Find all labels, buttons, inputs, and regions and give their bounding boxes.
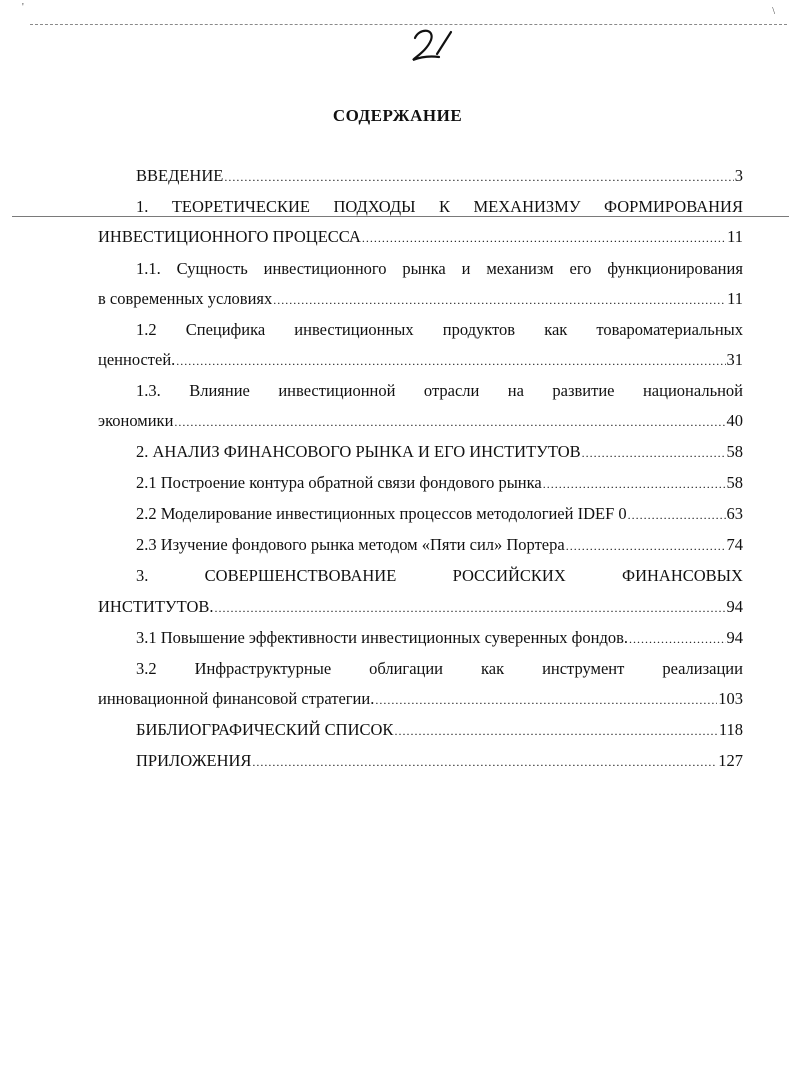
toc-entry-title: 3.1 Повышение эффективности инвестиционных суверенных фондов. — [136, 628, 629, 647]
toc-entry-s1_1-line2 — [98, 288, 743, 310]
toc-entry-word: продуктов — [442, 320, 516, 339]
toc-entry-title: ВВЕДЕНИЕ — [136, 166, 224, 185]
toc-dot-leader — [215, 597, 726, 619]
toc-entry-s3_2-line1 — [136, 658, 743, 680]
scan-corner-mark: ' — [22, 2, 24, 13]
toc-entry-word: 1.2 — [136, 320, 157, 339]
toc-entry-s2_3 — [136, 534, 743, 556]
handwritten-page-number — [405, 26, 455, 64]
toc-entry-s2_2 — [136, 503, 743, 525]
toc-entry-word: Сущность — [176, 259, 248, 278]
toc-entry-word: ТЕОРЕТИЧЕСКИЕ — [171, 197, 310, 216]
toc-entry-word: 1.1. — [136, 259, 161, 278]
toc-entry-word: облигации — [369, 659, 444, 678]
toc-entry-word: инструмент — [542, 659, 625, 678]
toc-entry-title: 2.2 Моделирование инвестиционных процессов методологией IDEF 0 — [136, 504, 627, 523]
toc-page-number: 74 — [726, 535, 743, 554]
toc-page-number: 11 — [727, 289, 743, 308]
toc-page-number: 11 — [727, 227, 743, 246]
toc-entry-title: БИБЛИОГРАФИЧЕСКИЙ СПИСОК — [136, 720, 394, 739]
toc-entry-title: экономики — [98, 411, 174, 430]
toc-entry-word: реализации — [662, 659, 743, 678]
toc-dot-leader — [629, 628, 725, 650]
toc-entry-word: ПОДХОДЫ — [333, 197, 416, 216]
toc-dot-leader — [394, 720, 717, 742]
toc-entry-word: Влияние — [189, 381, 250, 400]
toc-entry-word: товароматериальных — [596, 320, 743, 339]
toc-entry-word: РОССИЙСКИХ — [452, 566, 566, 585]
toc-entry-title: 2.1 Построение контура обратной связи фондового рынка — [136, 473, 542, 492]
toc-entry-ch1-line2 — [98, 226, 743, 248]
toc-page-number: 58 — [726, 442, 743, 461]
toc-entry-word: 1.3. — [136, 381, 161, 400]
toc-page-number: 3 — [734, 166, 743, 185]
toc-entry-title: 2. АНАЛИЗ ФИНАНСОВОГО РЫНКА И ЕГО ИНСТИТУТОВ — [136, 442, 581, 461]
toc-entry-ch3-line2 — [98, 596, 743, 618]
toc-entry-word: как — [480, 659, 505, 678]
toc-entry-appendix — [136, 750, 743, 772]
toc-dot-leader — [628, 504, 726, 526]
toc-entry-s2_1 — [136, 472, 743, 494]
toc-entry-s1_2-line1 — [136, 319, 743, 341]
toc-entry-word: СОВЕРШЕНСТВОВАНИЕ — [204, 566, 397, 585]
toc-entry-s1_3-line1 — [136, 380, 743, 402]
toc-page-number: 127 — [718, 751, 743, 770]
toc-entry-word: 3. — [136, 566, 149, 585]
toc-entry-word: Специфика — [185, 320, 266, 339]
toc-dot-leader — [252, 751, 717, 773]
toc-entry-word: и — [461, 259, 471, 278]
toc-entry-biblio — [136, 719, 743, 741]
scan-corner-mark: \ — [772, 6, 775, 17]
toc-dot-leader — [176, 350, 725, 372]
toc-entry-word: инвестиционной — [278, 381, 396, 400]
toc-page-number: 58 — [726, 473, 743, 492]
toc-page-number: 103 — [718, 689, 743, 708]
toc-page-number: 40 — [726, 411, 743, 430]
toc-page-number: 31 — [726, 350, 743, 369]
toc-entry-word: МЕХАНИЗМУ — [473, 197, 581, 216]
toc-entry-title: 2.3 Изучение фондового рынка методом «Пяти сил» Портера — [136, 535, 565, 554]
toc-entry-ch2 — [136, 441, 743, 463]
scan-artifact-line-top — [30, 24, 787, 25]
toc-entry-ch1-line1 — [136, 196, 743, 218]
toc-entry-title: ИНСТИТУТОВ. — [98, 597, 214, 616]
toc-entry-s1_1-line1 — [136, 258, 743, 280]
toc-entry-word: инвестиционного — [263, 259, 387, 278]
toc-entry-word: функционирования — [607, 259, 743, 278]
toc-entry-title: ценностей. — [98, 350, 176, 369]
toc-entry-title: в современных условиях — [98, 289, 273, 308]
toc-dot-leader — [362, 227, 726, 249]
toc-entry-s1_3-line2 — [98, 410, 743, 432]
toc-entry-intro — [136, 165, 743, 187]
toc-entry-word: инвестиционных — [294, 320, 414, 339]
toc-entry-word: на — [507, 381, 524, 400]
toc-entry-ch3-line1 — [136, 565, 743, 587]
toc-entry-word: отрасли — [423, 381, 480, 400]
toc-entry-word: как — [544, 320, 568, 339]
toc-entry-title: ИНВЕСТИЦИОННОГО ПРОЦЕССА — [98, 227, 361, 246]
toc-entry-title: инновационной финансовой стратегии. — [98, 689, 375, 708]
toc-entry-word: развитие — [552, 381, 615, 400]
toc-dot-leader — [174, 411, 725, 433]
toc-entry-word: рынка — [402, 259, 446, 278]
toc-entry-s3_1 — [136, 627, 743, 649]
toc-entry-s3_2-line2 — [98, 688, 743, 710]
toc-dot-leader — [375, 689, 717, 711]
toc-entry-word: К — [439, 197, 451, 216]
toc-entry-word: ФОРМИРОВАНИЯ — [604, 197, 743, 216]
toc-entry-word: механизм — [486, 259, 554, 278]
toc-page-number: 63 — [726, 504, 743, 523]
toc-entry-s1_2-line2 — [98, 349, 743, 371]
toc-entry-word: 3.2 — [136, 659, 157, 678]
toc-page-number: 118 — [718, 720, 743, 739]
toc-dot-leader — [582, 442, 726, 464]
toc-entry-word: ФИНАНСОВЫХ — [622, 566, 743, 585]
page-title: СОДЕРЖАНИЕ — [332, 106, 463, 125]
toc-dot-leader — [543, 473, 726, 495]
toc-entry-title: ПРИЛОЖЕНИЯ — [136, 751, 252, 770]
toc-page-number: 94 — [726, 597, 743, 616]
toc-entry-word: его — [569, 259, 592, 278]
toc-dot-leader — [273, 289, 726, 311]
toc-dot-leader — [566, 535, 726, 557]
toc-entry-word: 1. — [136, 197, 149, 216]
toc-entry-word: Инфраструктурные — [194, 659, 332, 678]
toc-entry-word: национальной — [642, 381, 743, 400]
toc-dot-leader — [224, 166, 733, 188]
toc-page-number: 94 — [726, 628, 743, 647]
